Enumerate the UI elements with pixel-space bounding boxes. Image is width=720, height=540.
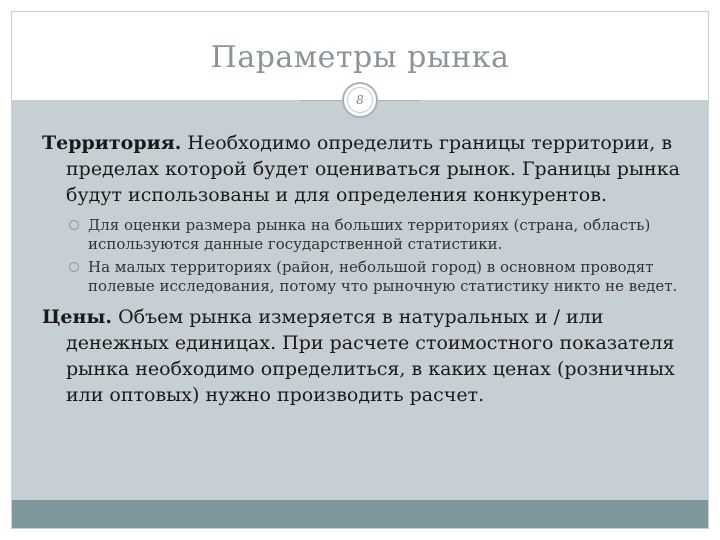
list-item-text: На малых территориях (район, небольшой город) в основном проводят полевые исследования, потому что рыночную статистику никто не ведет. bbox=[88, 258, 678, 295]
list-item-text: Для оценки размера рынка на больших территориях (страна, область) используются данные государственной статистики. bbox=[88, 216, 651, 253]
paragraph-prices bbox=[42, 304, 682, 408]
list-item bbox=[42, 258, 682, 296]
bullet-list bbox=[42, 216, 682, 296]
paragraph-lead: Территория. bbox=[42, 132, 182, 154]
bullet-circle-icon bbox=[69, 220, 79, 230]
paragraph-territory bbox=[42, 130, 682, 208]
page-number-ring bbox=[347, 87, 373, 113]
paragraph-text: Необходимо определить границы территории, в пределах которой будет оцениваться рынок. Границы рынка будут использованы и для определения конкурентов. bbox=[66, 132, 680, 206]
footer-bar bbox=[12, 500, 708, 528]
bullet-circle-icon bbox=[69, 262, 79, 272]
slide-body bbox=[42, 130, 682, 408]
paragraph-text: Объем рынка измеряется в натуральных и / или денежных единицах. При расчете стоимостного показателя рынка необходимо определиться, в каких ценах (розничных или оптовых) нужно производить расчет. bbox=[66, 306, 675, 406]
divider-line-right bbox=[378, 100, 420, 101]
page-number: 8 bbox=[356, 93, 364, 107]
list-item bbox=[42, 216, 682, 254]
paragraph-lead: Цены. bbox=[42, 306, 113, 328]
page-number-badge bbox=[342, 82, 378, 118]
slide-title: Параметры рынка bbox=[210, 40, 510, 75]
divider-line-left bbox=[300, 100, 342, 101]
